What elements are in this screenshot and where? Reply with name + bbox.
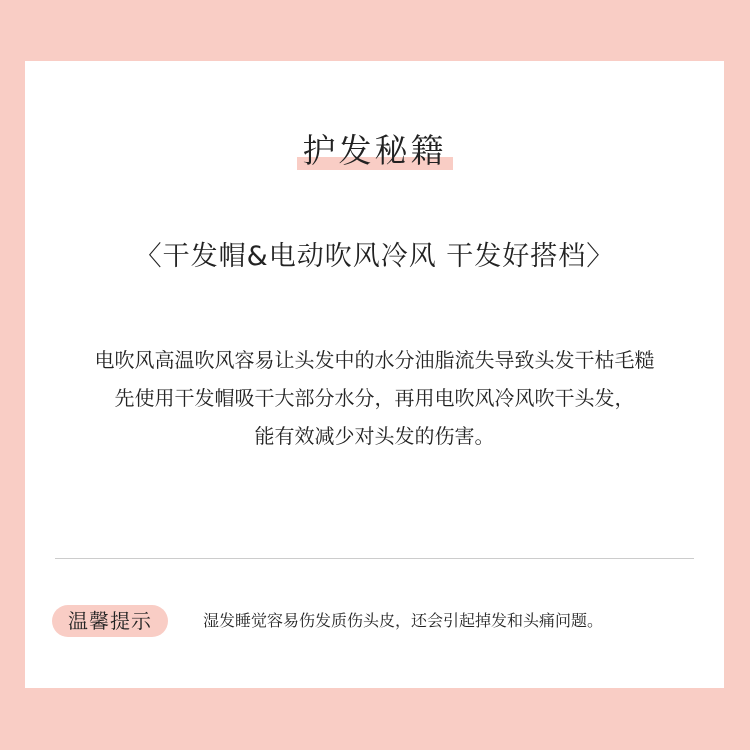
content-card [25,61,724,688]
subtitle: 〈干发帽&电动吹风冷风 干发好搭档〉 [134,241,615,272]
tip-badge: 温馨提示 [52,605,168,637]
divider [55,558,694,559]
body-line: 电吹风高温吹风容易让头发中的水分油脂流失导致头发干枯毛糙 [94,348,655,372]
tip-text: 湿发睡觉容易伤发质伤头皮，还会引起掉发和头痛问题。 [203,611,604,630]
body-line: 能有效减少对头发的伤害。 [254,424,495,448]
title-text: 护发秘籍 [302,131,447,170]
body-paragraph [25,341,724,455]
body-line: 先使用干发帽吸干大部分水分，再用电吹风冷风吹干头发， [114,386,635,410]
title-section [25,129,724,173]
page-title [299,129,451,173]
